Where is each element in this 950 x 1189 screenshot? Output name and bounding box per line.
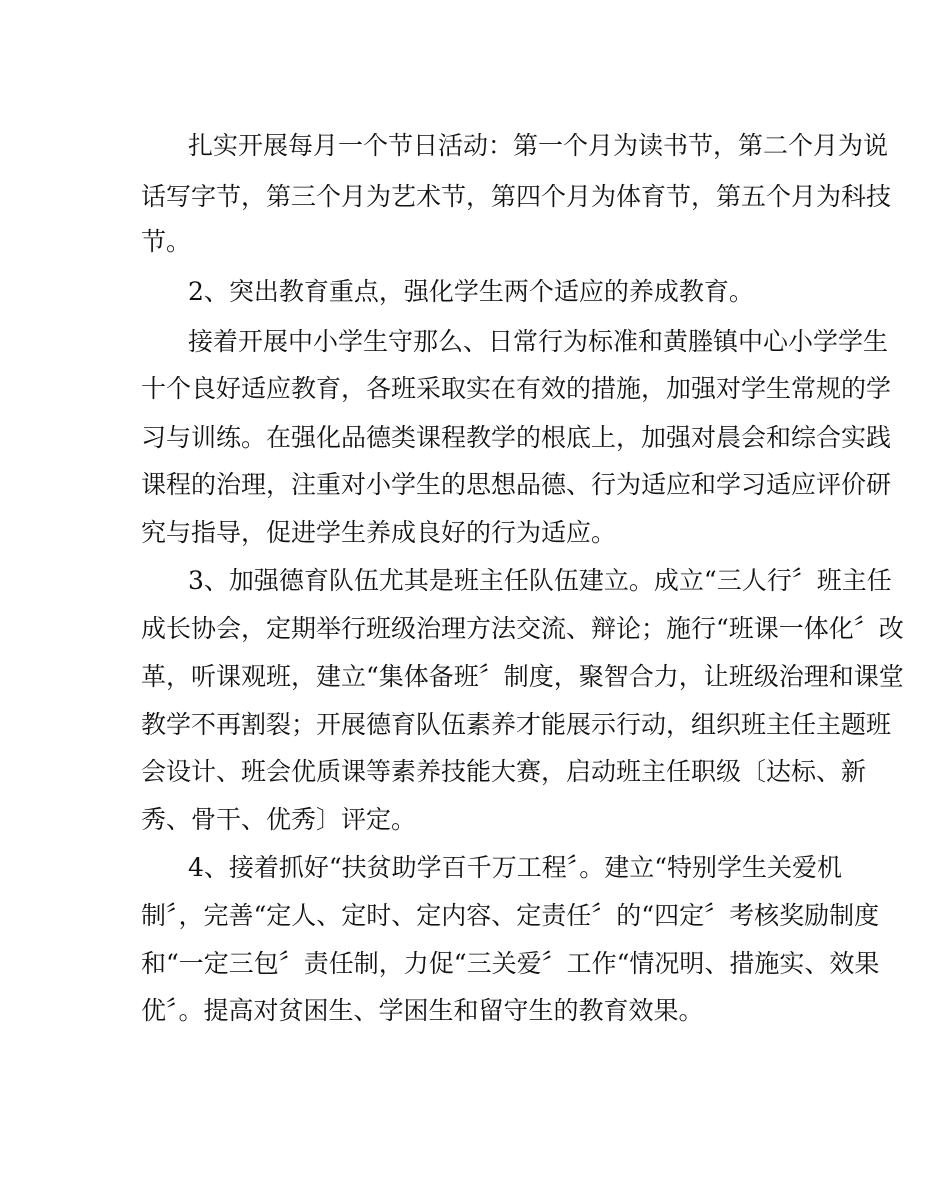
text-line-3: 节。 <box>141 227 192 256</box>
text-line-16: 4、接着抓好“扶贫助学百千万工程〞。建立“特别学生关爱机 <box>188 853 842 882</box>
text-line-5: 接着开展中小学生守那么、日常行为标准和黄塍镇中心小学学生 <box>188 327 889 356</box>
text-line-8: 课程的治理，注重对小学生的思想品德、行为适应和学习适应评价研 <box>141 470 892 499</box>
text-line-9: 究与指导，促进学生养成良好的行为适应。 <box>141 518 617 547</box>
text-line-18: 和“一定三包〞责任制，力促“三关爱〞工作“情况明、措施实、效果 <box>141 949 880 978</box>
text-line-14: 会设计、班会优质课等素养技能大赛，启动班主任职级〔达标、新 <box>141 757 867 786</box>
text-line-19: 优〞。提高对贫困生、学困生和留守生的教育效果。 <box>141 996 704 1025</box>
text-line-13: 教学不再割裂；开展德育队伍素养才能展示行动，组织班主任主题班 <box>141 710 892 739</box>
text-line-12: 革，听课观班，建立“集体备班〞制度，聚智合力，让班级治理和课堂 <box>141 662 904 691</box>
text-line-4: 2、突出教育重点，强化学生两个适应的养成教育。 <box>188 277 754 306</box>
text-line-17: 制〞，完善“定人、定时、定内容、定责任〞的“四定〞考核奖励制度 <box>141 901 880 930</box>
text-line-1: 扎实开展每月一个节日活动：第一个月为读书节，第二个月为说 <box>188 131 889 160</box>
text-line-10: 3、加强德育队伍尤其是班主任队伍建立。成立“三人行〞班主任 <box>188 566 892 595</box>
text-line-2: 话写字节，第三个月为艺术节，第四个月为体育节，第五个月为科技 <box>141 182 892 211</box>
text-line-15: 秀、骨干、优秀〕评定。 <box>141 805 417 834</box>
text-line-7: 习与训练。在强化品德类课程教学的根底上，加强对晨会和综合实践 <box>141 423 892 452</box>
text-line-6: 十个良好适应教育，各班采取实在有效的措施，加强对学生常规的学 <box>141 374 892 403</box>
text-line-11: 成长协会，定期举行班级治理方法交流、辩论；施行“班课一体化〞改 <box>141 614 904 643</box>
